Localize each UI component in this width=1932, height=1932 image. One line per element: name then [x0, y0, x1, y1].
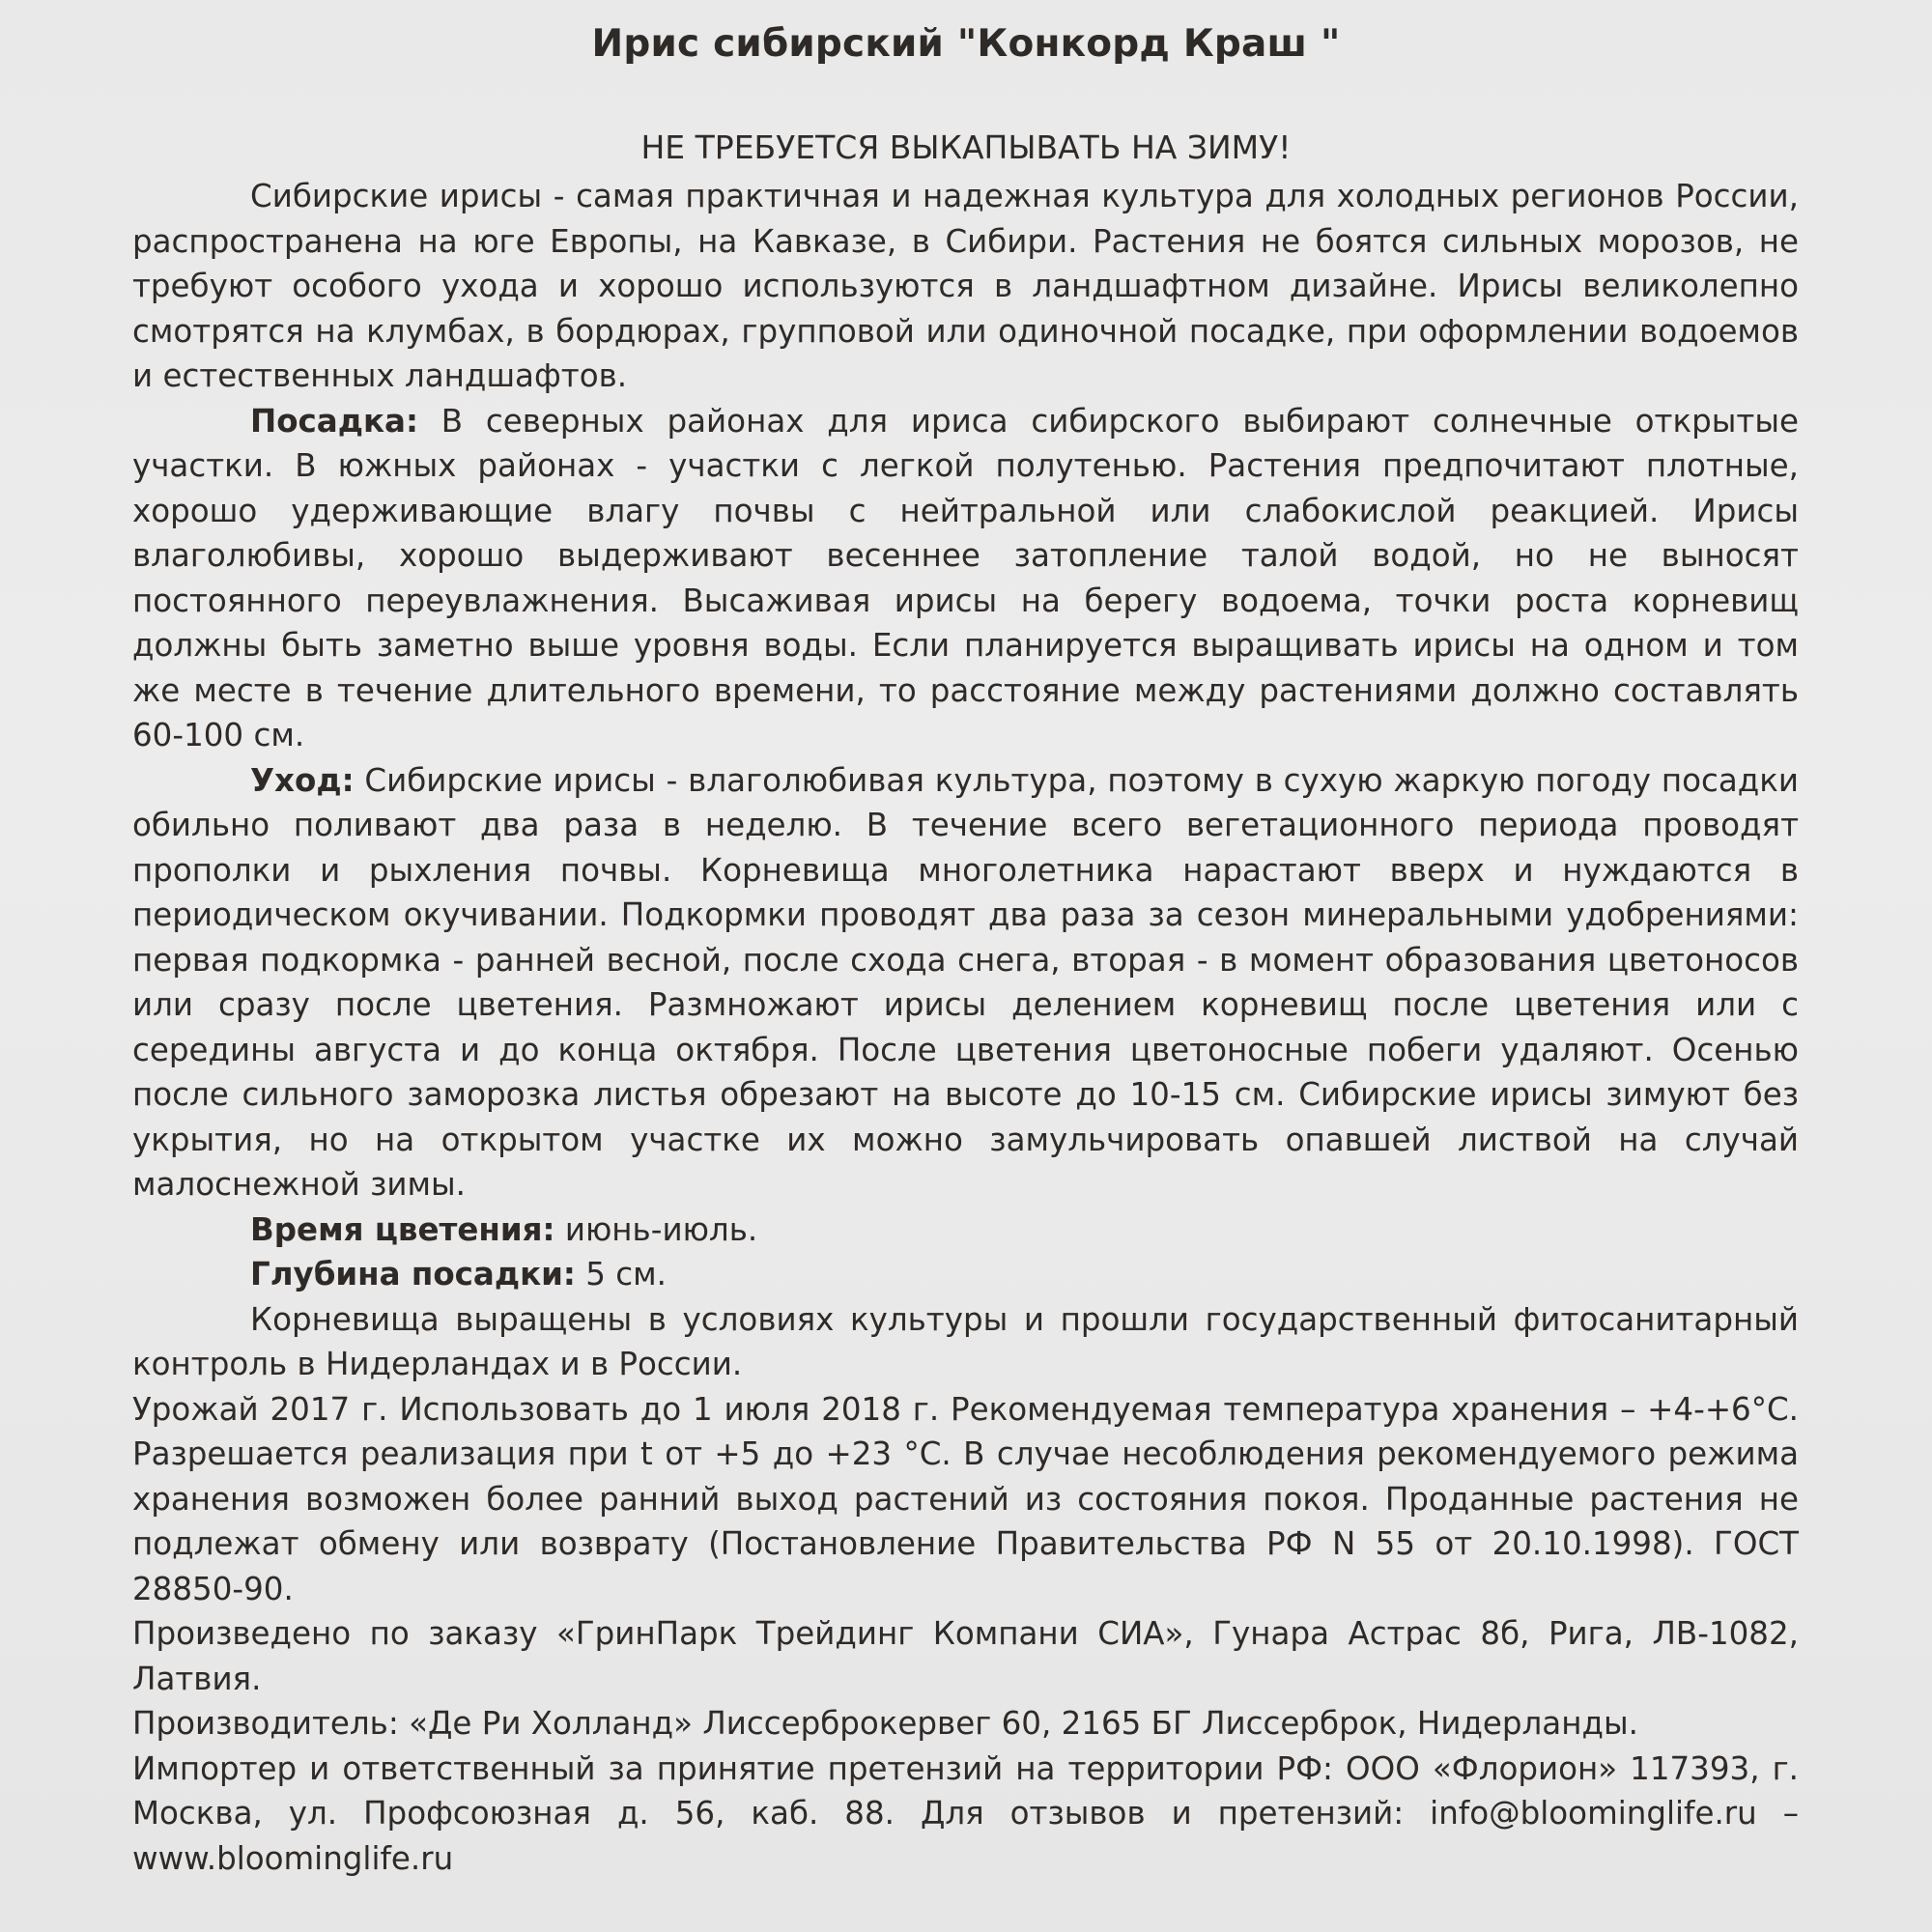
planting-text: В северных районах для ириса сибирского выбирают солнечные открытые участки. В южных районах - участки с легкой полутенью. Растения предпочитают плотные, хорошо удерживающие влагу почвы с нейтральной или слабокислой реакцией. Ирисы влаголюбивы, хорошо выдерживают весеннее затопление талой водой, но не выносят постоянного переувлажнения. Высаживая ирисы на берегу водоема, точки роста корневищ должны быть заметно выше уровня воды. Если планируется выращивать ирисы на одном и том же месте в течение длительного времени, то расстояние между растениями должно составлять 60-100 см.: [132, 402, 1799, 753]
phytosanitary-paragraph: Корневища выращены в условиях культуры и прошли государственный фитосанитарный контроль в Нидерландах и в России.: [132, 1300, 1799, 1382]
document-body: [132, 174, 1799, 1881]
planting-paragraph: [132, 399, 1799, 758]
storage-paragraph: Урожай 2017 г. Использовать до 1 июля 2018 г. Рекомендуемая температура хранения – +4-+6°С. Разрешается реализация при t от +5 до +23 °С. В случае несоблюдения рекомендуемого режима хранения возможен более ранний выход растений из состояния покоя. Проданные растения не подлежат обмену или возврату (Постановление Правительства РФ N 55 от 20.10.1998). ГОСТ 28850-90.: [132, 1390, 1799, 1607]
manufacturer-paragraph: Производитель: «Де Ри Холланд» Лиссерброкервег 60, 2165 БГ Лиссерброк, Нидерланды.: [132, 1705, 1638, 1742]
care-label: Уход:: [250, 761, 355, 799]
care-text: Сибирские ирисы - влаголюбивая культура, поэтому в сухую жаркую погоду посадки обильно поливают два раза в неделю. В течение всего вегетационного периода проводят прополки и рыхления почвы. Корневища многолетника нарастают вверх и нуждаются в периодическом окучивании. Подкормки проводят два раза за сезон минеральными удобрениями: первая подкормка - ранней весной, после схода снега, вторая - в момент образования цветоносов или сразу после цветения. Размножают ирисы делением корневищ после цветения или с середины августа и до конца октября. После цветения цветоносные побеги удаляют. Осенью после сильного заморозка листья обрезают на высоте до 10-15 см. Сибирские ирисы зимуют без укрытия, но на открытом участке их можно замульчировать опавшей листвой на случай малоснежной зимы.: [132, 761, 1799, 1203]
document-subtitle: НЕ ТРЕБУЕТСЯ ВЫКАПЫВАТЬ НА ЗИМУ!: [640, 128, 1292, 166]
planting-depth-label: Глубина посадки:: [250, 1256, 576, 1293]
importer-paragraph: Импортер и ответственный за принятие претензий на территории РФ: ООО «Флорион» 117393, г. Москва, ул. Профсоюзная д. 56, каб. 88. Для отзывов и претензий: info@bloominglife.ru – www.bloominglife.ru: [132, 1749, 1799, 1877]
document-title: Ирис сибирский "Конкорд Краш ": [591, 22, 1341, 66]
planting-depth-value: 5 см.: [575, 1256, 667, 1293]
bloom-time-line: [132, 1208, 1799, 1253]
bloom-time-value: июнь-июль.: [554, 1210, 758, 1248]
care-paragraph: [132, 758, 1799, 1208]
produced-for-paragraph: Произведено по заказу «ГринПарк Трейдинг Компани СИА», Гунара Астрас 8б, Рига, ЛВ-1082, Латвия.: [132, 1615, 1799, 1697]
bloom-time-label: Время цветения:: [250, 1210, 555, 1248]
planting-label: Посадка:: [250, 402, 418, 440]
intro-paragraph: Сибирские ирисы - самая практичная и надежная культура для холодных регионов России, распространена на юге Европы, на Кавказе, в Сибири. Растения не боятся сильных морозов, не требуют особого ухода и хорошо используются в ландшафтном дизайне. Ирисы великолепно смотрятся на клумбах, в бордюрах, групповой или одиночной посадке, при оформлении водоемов и естественных ландшафтов.: [132, 178, 1799, 394]
planting-depth-line: [132, 1252, 1799, 1297]
